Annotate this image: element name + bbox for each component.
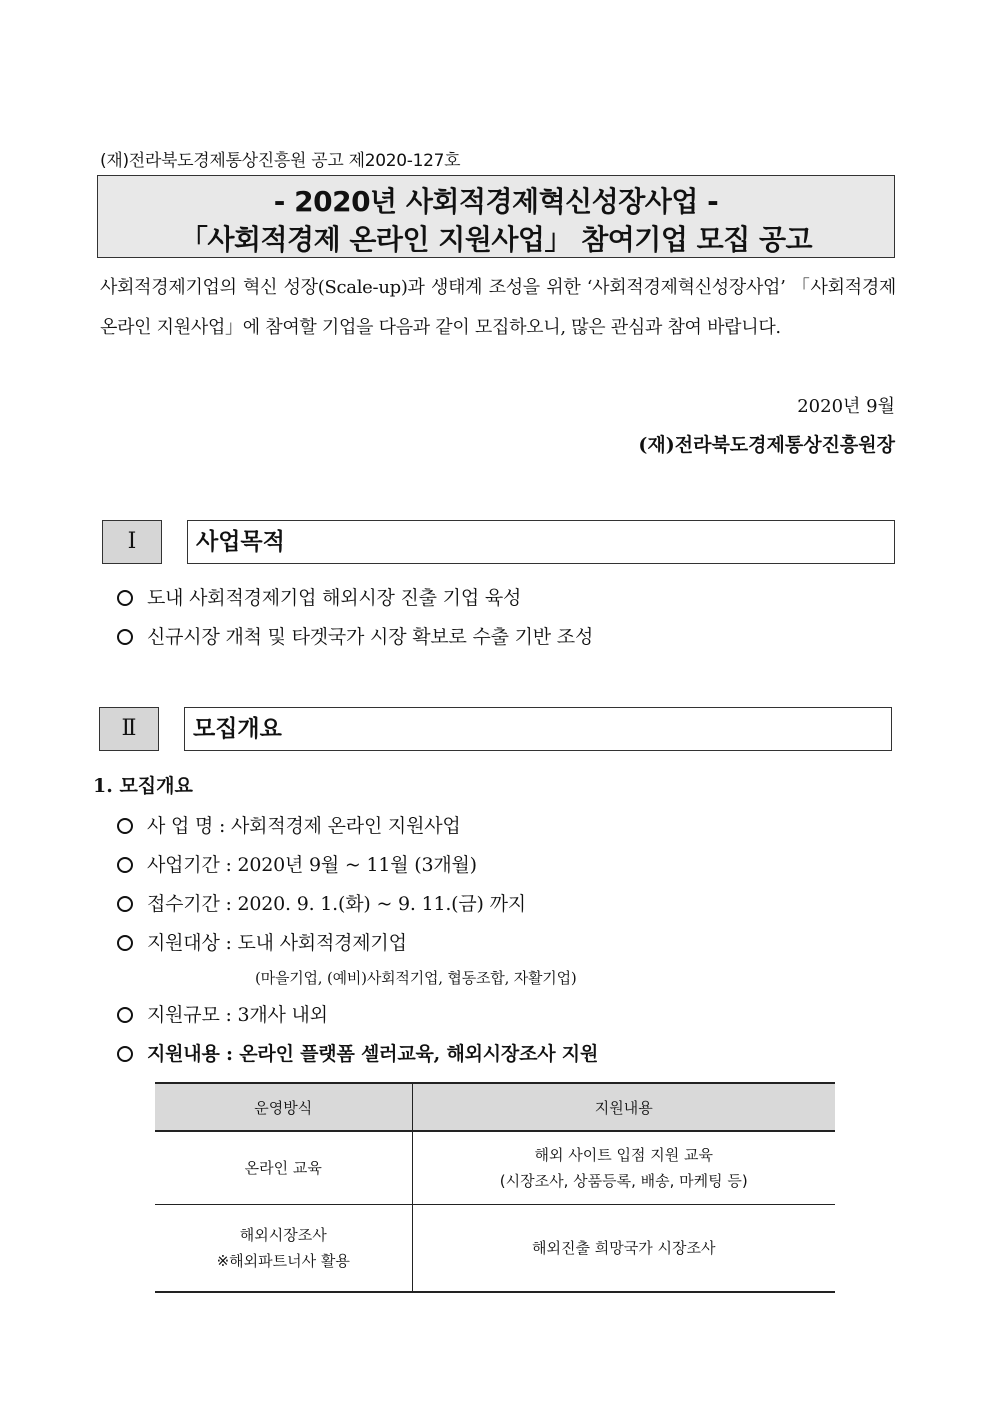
bullet-circle-icon [117,1007,133,1023]
bullet-circle-icon [117,857,133,873]
table-header: 운영방식 [155,1083,412,1131]
intro-paragraph: 사회적경제기업의 혁신 성장(Scale-up)과 생태계 조성을 위한 ‘사회적경제혁신성장사업’ 「사회적경제 온라인 지원사업」에 참여할 기업을 다음과 같이 모집하오니, 많은 관심과 참여 바랍니다. [100,277,896,338]
bullet-circle-icon [117,896,133,912]
section-2-title: 모집개요 [184,707,892,751]
section-1-title: 사업목적 [187,520,895,564]
table-header-row [155,1083,835,1131]
bullet-circle-icon [117,1046,133,1062]
issuer-name: (재)전라북도경제통상진흥원장 [638,434,895,456]
recruit-item: 지원규모 : 3개사 내외 [117,1000,328,1027]
section-2-number: Ⅱ [99,707,159,751]
recruit-item: 지원대상 : 도내 사회적경제기업 [117,928,407,955]
title-box [97,175,895,258]
bullet-circle-icon [117,935,133,951]
table-cell: 온라인 교육 [155,1131,412,1205]
section-1-bullet: 신규시장 개척 및 타겟국가 시장 확보로 수출 기반 조성 [117,622,593,649]
recruit-item: 사 업 명 : 사회적경제 온라인 지원사업 [117,811,461,838]
bullet-circle-icon [117,818,133,834]
support-table [155,1082,835,1293]
target-note: (마을기업, (예비)사회적기업, 협동조합, 자활기업) [255,969,577,987]
table-row [155,1131,835,1205]
notice-number: (재)전라북도경제통상진흥원 공고 제2020-127호 [100,151,461,171]
recruit-item: 지원내용 : 온라인 플랫폼 셀러교육, 해외시장조사 지원 [117,1039,598,1066]
notice-date: 2020년 9월 [797,396,895,417]
bullet-circle-icon [117,590,133,606]
title-line-2: 「사회적경제 온라인 지원사업」 참여기업 모집 공고 [179,223,813,256]
table-cell: 해외진출 희망국가 시장조사 [412,1205,835,1293]
table-cell: 해외 사이트 입점 지원 교육 (시장조사, 상품등록, 배송, 마케팅 등) [412,1131,835,1205]
table-row [155,1205,835,1293]
section-1-number: Ⅰ [102,520,162,564]
section-1-bullet: 도내 사회적경제기업 해외시장 진출 기업 육성 [117,583,521,610]
recruit-item: 접수기간 : 2020. 9. 1.(화) ~ 9. 11.(금) 까지 [117,889,526,916]
title-line-1: - 2020년 사회적경제혁신성장사업 - [273,185,719,218]
table-cell: 해외시장조사 ※해외파트너사 활용 [155,1205,412,1293]
table-header: 지원내용 [412,1083,835,1131]
recruit-item: 사업기간 : 2020년 9월 ~ 11월 (3개월) [117,850,477,877]
bullet-circle-icon [117,629,133,645]
subheading-recruitment: 1. 모집개요 [93,775,193,797]
